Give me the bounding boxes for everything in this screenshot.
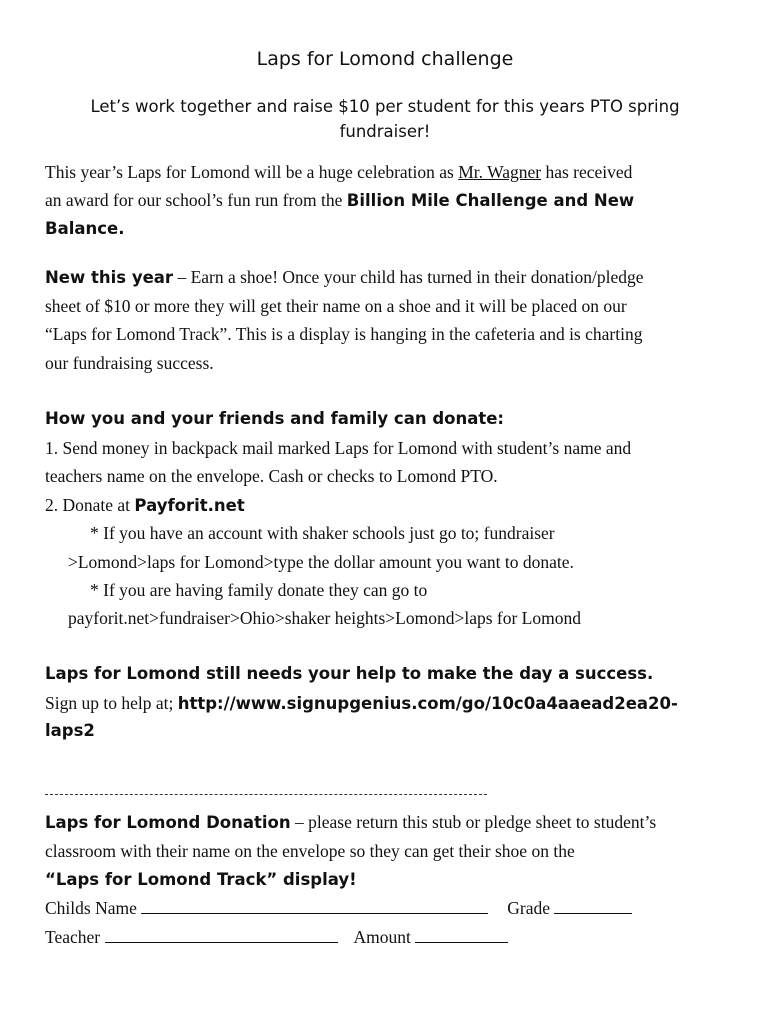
signup-url[interactable]: http://www.signupgenius.com/go/10c0a4aaead2ea20- [177,694,678,713]
child-name-field[interactable] [141,897,488,914]
intro-line-2: an award for our school’s fun run from the Billion Mile Challenge and New [45,190,635,210]
signup-line: Sign up to help at; http://www.signupgenius.com/go/10c0a4aaead2ea20- [45,693,678,713]
new-this-year-line-2: sheet of $10 or more they will get their name on a shoe and it will be placed on our [45,296,627,316]
stub-heading: Laps for Lomond Donation [45,813,291,832]
grade-label: Grade [507,898,555,918]
teacher-amount-row [45,925,508,949]
donate-item-2: 2. Donate at Payforit.net [45,495,245,515]
child-grade-row [45,896,632,920]
teacher-label: Teacher [45,927,105,947]
help-heading: Laps for Lomond still needs your help to make the day a success. [45,664,654,683]
donate-sub-1-line-2: >Lomond>laps for Lomond>type the dollar amount you want to donate. [68,552,574,572]
new-this-year-heading: New this year [45,268,174,287]
stub-line-2: classroom with their name on the envelope so they can get their shoe on the [45,841,575,861]
signup-url-continued[interactable]: laps2 [45,721,95,740]
amount-label: Amount [353,927,416,947]
new-this-year-line-3: “Laps for Lomond Track”. This is a display is hanging in the cafeteria and is charting [45,324,643,344]
award-name: Billion Mile Challenge and New [346,191,635,210]
stub-line-1: Laps for Lomond Donation – please return this stub or pledge sheet to student’s [45,812,657,832]
intro-line-1: This year’s Laps for Lomond will be a huge celebration as Mr. Wagner has received [45,162,633,182]
page-title: Laps for Lomond challenge [256,48,514,70]
donate-sub-2-line-1: * If you are having family donate they can go to [90,580,428,600]
cut-line-divider [45,794,487,795]
teacher-name: Mr. Wagner [458,162,542,182]
stub-line-3: “Laps for Lomond Track” display! [45,870,357,889]
donate-sub-2-line-2: payforit.net>fundraiser>Ohio>shaker heights>Lomond>laps for Lomond [68,608,581,628]
donate-sub-1-line-1: * If you have an account with shaker schools just go to; fundraiser [90,523,555,543]
intro-line-3: Balance. [45,219,125,238]
donate-item-1-line-2: teachers name on the envelope. Cash or checks to Lomond PTO. [45,466,498,486]
new-this-year-line-1: New this year – Earn a shoe! Once your child has turned in their donation/pledge [45,267,644,287]
new-this-year-line-4: our fundraising success. [45,353,214,373]
page-subtitle: Let’s work together and raise $10 per student for this years PTO spring fundraiser! [90,97,680,141]
amount-field[interactable] [415,926,508,943]
child-name-label: Childs Name [45,898,142,918]
donate-item-1-line-1: 1. Send money in backpack mail marked Laps for Lomond with student’s name and [45,438,632,458]
payforit-link[interactable]: Payforit.net [134,496,245,515]
grade-field[interactable] [554,897,632,914]
teacher-field[interactable] [105,926,338,943]
donate-heading: How you and your friends and family can donate: [45,409,505,428]
